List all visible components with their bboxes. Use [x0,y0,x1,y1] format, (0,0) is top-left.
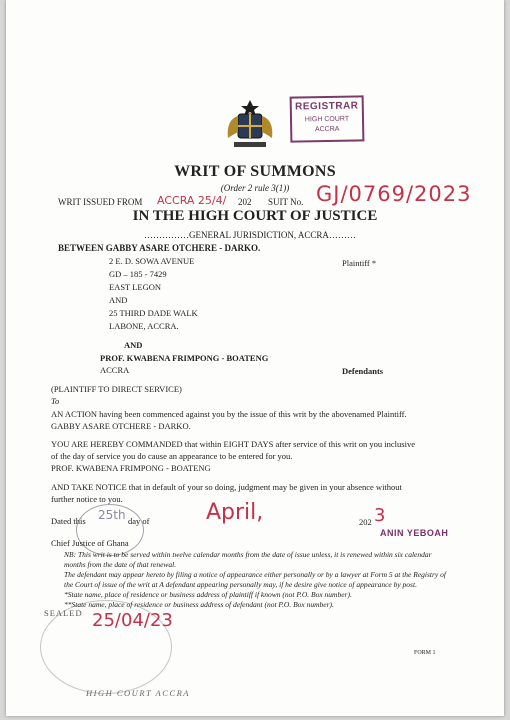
court-heading: IN THE HIGH COURT OF JUSTICE [132,208,378,224]
issue-year-label: 202 [238,197,252,207]
command-line-2: of the day of service you do cause an appearance to be entered for you. [51,451,293,461]
ghana-coat-of-arms-icon [224,94,276,154]
stamp-line-3: ACCRA [314,125,340,133]
between-plaintiff: BETWEEN GABBY ASARE OTCHERE - DARKO. [58,243,261,253]
to-line: To [51,396,60,406]
dated-year-label: 202 [359,517,372,527]
order-reference: (Order 2 rule 3(1)) [220,183,290,193]
dated-label: Dated this [51,516,86,526]
plaintiff-label: Plaintiff * [342,258,377,268]
document-title: WRIT OF SUMMONS [174,163,336,180]
address-line: GD – 185 - 7429 [109,269,167,279]
address-line: EAST LEGON [109,282,162,292]
writ-page [6,0,504,716]
action-line-1: AN ACTION having been commenced against you by the issue of this writ by the abovenamed Plaintiff. [51,409,407,419]
notice-line-2: further notice to you. [51,494,123,504]
handwritten-seal-date: 25/04/23 [92,610,173,631]
address-line: LABONE, ACCRA. [109,321,179,331]
action-line-2: GABBY ASARE OTCHERE - DARKO. [51,421,191,431]
address-line: 2 E. D. SOWA AVENUE [109,256,195,266]
handwritten-dated-year: 3 [374,505,386,526]
note-line: the Court of issue of the writ at A defendant appearing personally may, if he desire give notice of appearance by post. [64,580,417,589]
note-line: *State name, place of residence or business address of plaintiff if known (not P.O. Box number). [64,590,352,599]
and-separator: AND [124,340,143,350]
notice-line-1: AND TAKE NOTICE that in default of your so doing, judgment may be given in your absence without [51,482,402,492]
command-line-3: PROF. KWABENA FRIMPONG - BOATENG [51,463,211,473]
defendant-name: PROF. KWABENA FRIMPONG - BOATENG [100,353,269,363]
command-line-1: YOU ARE HEREBY COMMANDED that within EIGHT DAYS after service of this writ on you inclusive [51,439,415,449]
registrar-stamp [290,95,365,142]
writ-issued-prefix: WRIT ISSUED FROM [58,197,143,207]
address-line: AND [109,295,128,305]
handwritten-day: 25th [98,508,126,522]
handwritten-month: April, [206,500,264,525]
day-of-label: day of [128,516,150,526]
address-line: 25 THIRD DADE WALK [109,308,198,318]
stamp-line-1: REGISTRAR [294,100,359,113]
stamp-line-2: HIGH COURT [304,115,350,123]
handwritten-suit-number: GJ/0769/2023 [316,182,472,206]
defendant-address: ACCRA [100,365,130,375]
note-line: **State name, place of residence or business address of defendant (not P.O. Box number). [64,600,334,609]
note-line: The defendant may appear hereto by filing a notice of appearance either personally or by a lawyer at Form 5 at the Registry of [64,570,446,579]
form-number: FORM 1 [414,650,436,656]
chief-justice-label: Chief Justice of Ghana [51,538,129,548]
handwritten-issue-place: ACCRA 25/4/ [157,194,227,207]
sealed-label: SEALED [44,608,83,618]
court-stamp-text: HIGH COURT ACCRA [86,688,190,698]
jurisdiction-line: ……………GENERAL JURISDICTION, ACCRA……… [144,230,356,240]
suit-number-label: SUIT No. [268,197,304,207]
note-line: months from the date of that renewal. [64,560,177,569]
note-line: NB: This writ is to be served within twelve calendar months from the date of issue unless, it is renewed within six calendar [64,550,432,559]
defendant-label: Defendants [342,366,384,376]
judge-signature-stamp: ANIN YEBOAH [380,528,449,538]
service-direction: (PLAINTIFF TO DIRECT SERVICE) [51,384,182,394]
